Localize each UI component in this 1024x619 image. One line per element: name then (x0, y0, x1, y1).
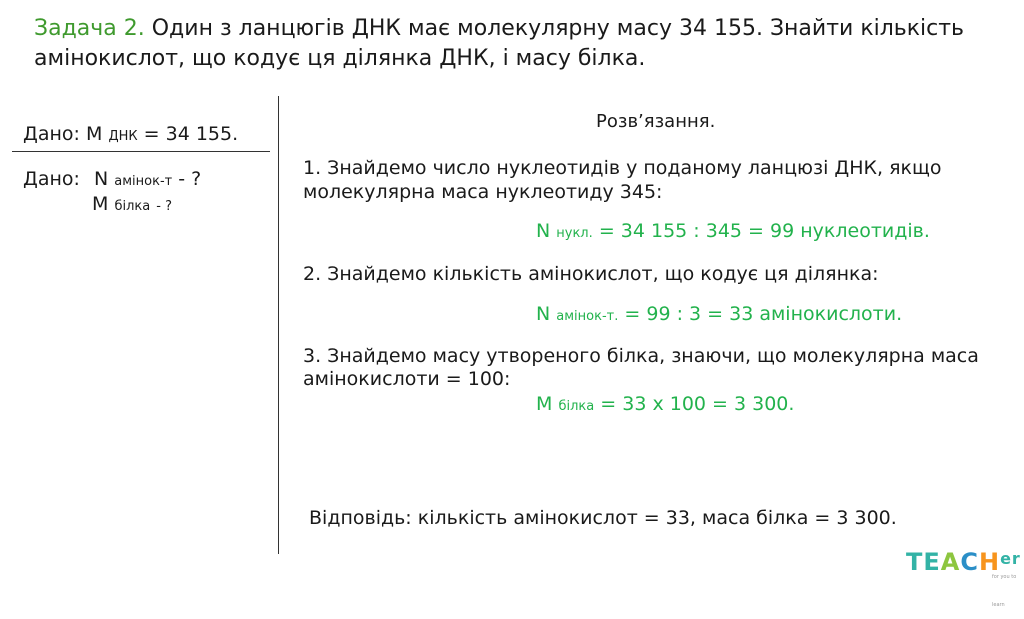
task-title (34, 14, 994, 74)
equation-protein-mass: M білка = 33 x 100 = 3 300. (536, 393, 795, 415)
step3-line1: 3. Знайдемо масу утвореного білка, знаючи, що молекулярна маса (303, 345, 979, 367)
find-aminoacids: Дано: N амінок-т - ? (23, 168, 202, 190)
find-protein-mass: M білка - ? (92, 193, 172, 215)
answer-line: Відповідь: кількість амінокислот = 33, маса білка = 3 300. (309, 507, 897, 529)
equation-aminoacids: N амінок-т. = 99 : 3 = 33 амінокислоти. (536, 303, 903, 325)
task-statement: Один з ланцюгів ДНК має молекулярну масу 34 155. Знайти кількість амінокислот, що кодує ця ділянка ДНК, і масу білка. (34, 16, 965, 71)
vertical-divider (278, 96, 279, 554)
step3-line2: амінокислоти = 100: (303, 368, 511, 390)
logo-tagline: for you to learn (992, 574, 1017, 608)
given-dna-mass: Дано: M ДНК = 34 155. (23, 123, 239, 145)
step1-line2: молекулярна маса нуклеотиду 345: (303, 181, 663, 203)
teacher-logo: $TEACH^{er}$ for you to learn (906, 545, 1021, 576)
equation-nucleotides: N нукл. = 34 155 : 345 = 99 нуклеотидів. (536, 220, 930, 242)
step1-line1: 1. Знайдемо число нуклеотидів у поданому ланцюзі ДНК, якщо (303, 157, 942, 179)
given-divider (12, 151, 270, 152)
task-number: Задача 2. (34, 16, 145, 41)
step2-line: 2. Знайдемо кількість амінокислот, що кодує ця ділянка: (303, 263, 879, 285)
solution-heading: Розв’язання. (596, 111, 716, 132)
